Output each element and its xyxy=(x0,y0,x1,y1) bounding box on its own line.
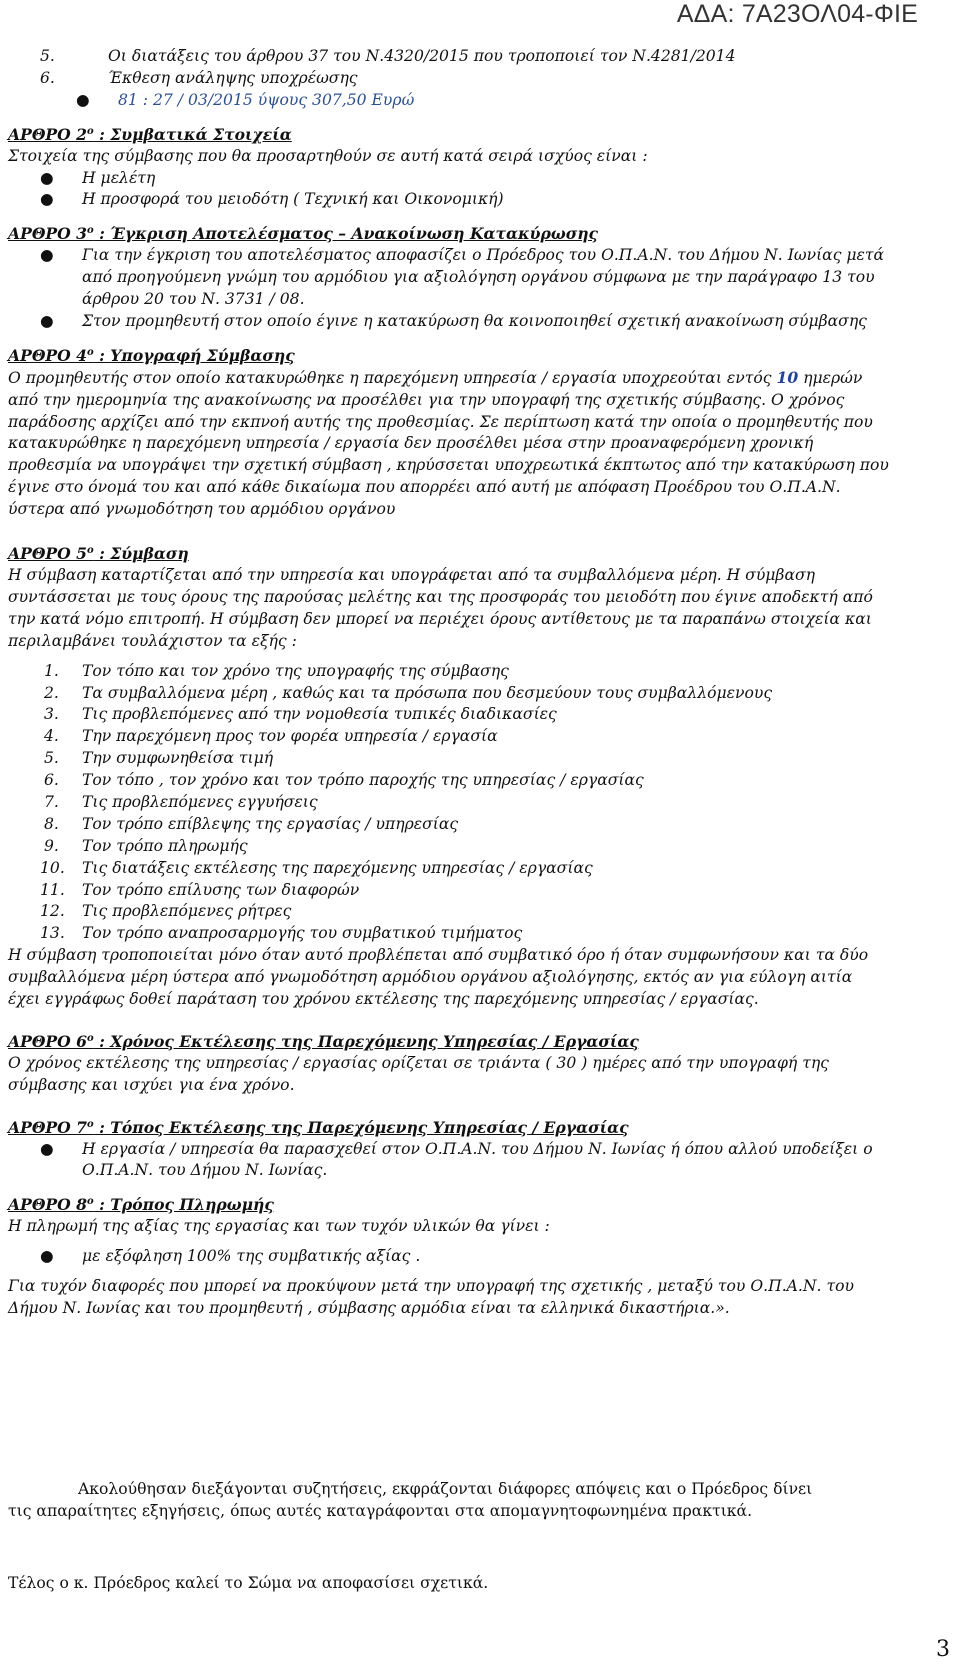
list-item xyxy=(8,770,958,792)
item-number: 3. xyxy=(44,705,59,724)
list-item xyxy=(8,1139,958,1161)
title-sup: ο xyxy=(87,346,94,358)
article-8-intro: Η πληρωμή της αξίας της εργασίας και των τυχόν υλικών θα γίνει : xyxy=(8,1217,550,1236)
article-5-closing-line: Η σύμβαση τροποποιείται μόνο όταν αυτό προβλέπεται από συμβατικό όρο ή όταν συμφωνήσουν και τα δύο xyxy=(8,946,869,965)
list-item xyxy=(8,704,958,726)
title-text: ΑΡΘΡΟ 4 xyxy=(8,345,87,365)
title-text: ΑΡΘΡΟ 8 xyxy=(8,1195,87,1215)
item-number: 11. xyxy=(40,880,65,899)
article-5-closing-line: συμβαλλόμενα μέρη ύστερα από γνωμοδότηση αρμόδιου οργάνου αξιολόγησης, εκτός αν για εύλογη αιτία xyxy=(8,968,853,987)
list-item xyxy=(8,858,958,880)
title-text: ΑΡΘΡΟ 5 xyxy=(8,544,87,564)
item-text: Την παρεχόμενη προς τον φορέα υπηρεσία / εργασία xyxy=(82,727,498,746)
article-5-list xyxy=(8,661,958,946)
list-item xyxy=(8,880,958,902)
commitment-line: 81 : 27 / 03/2015 ύψους 307,50 Ευρώ xyxy=(118,90,415,109)
item-text: Για την έγκριση του αποτελέσματος αποφασίζει ο Πρόεδρος του Ο.Π.Α.Ν. του Δήμου Ν. Ιωνίας μετά xyxy=(82,246,885,265)
title-sup: ο xyxy=(87,1032,94,1044)
article-5-title xyxy=(8,543,958,565)
item-text: από προηγούμενη γνώμη του αρμόδιου για αξιολόγηση οργάνου σύμφωνα με την παράγραφο 13 του xyxy=(82,268,875,287)
item-number: 6. xyxy=(44,771,59,790)
item-text: Τον τρόπο αναπροσαρμογής του συμβατικού τιμήματος xyxy=(82,924,523,943)
article-4-line: ύστερα από γνωμοδότηση του αρμόδιου οργάνου xyxy=(8,500,396,519)
article-2-title xyxy=(8,124,958,146)
article-4-line: προθεσμία να υπογράψει την σχετική σύμβαση , κηρύσσεται υποχρεωτικά έκπτωτος από την κατακύρωση που xyxy=(8,456,889,475)
item-number: 7. xyxy=(44,792,59,811)
item-text: Την συμφωνηθείσα τιμή xyxy=(82,749,274,768)
list-item xyxy=(8,748,958,770)
article-5-line: την κατά νόμο επιτροπή. Η σύμβαση δεν μπορεί να περιέχει όρους αντίθετους με τα παραπάνω στοιχεία και xyxy=(8,609,872,628)
title-text: ΑΡΘΡΟ 6 xyxy=(8,1031,87,1051)
item-text: Έκθεση ανάληψης υποχρέωσης xyxy=(108,68,358,87)
list-item xyxy=(8,814,958,836)
list-item xyxy=(8,726,958,748)
article-5-line: Η σύμβαση καταρτίζεται από την υπηρεσία και υπογράφεται από τα συμβαλλόμενα μέρη. Η σύμβαση xyxy=(8,566,815,584)
article-7-title xyxy=(8,1117,958,1139)
title-sup: ο xyxy=(87,225,94,237)
article-8-title xyxy=(8,1194,958,1216)
item-text: άρθρου 20 του Ν. 3731 / 08. xyxy=(82,290,305,309)
item-number: 6. xyxy=(40,68,55,87)
article-6-title xyxy=(8,1031,958,1053)
list-item xyxy=(8,168,958,190)
item-text: Η μελέτη xyxy=(82,168,156,187)
item-number: 1. xyxy=(44,661,59,680)
article-5-line: συντάσσεται με τους όρους της παρούσας μελέτης και της προσφοράς του μειοδότη που έγινε αποδεκτή από xyxy=(8,587,873,606)
text-run: Ο προμηθευτής στον οποίο κατακυρώθηκε η παρεχόμενη υπηρεσία / εργασία υποχρεούται εντός xyxy=(8,368,777,387)
title-text: : Σύμβαση xyxy=(93,544,189,564)
article-4-line xyxy=(8,367,958,390)
item-text: Τον τρόπο επίβλεψης της εργασίας / υπηρεσίας xyxy=(82,814,459,833)
item-text: Η προσφορά του μειοδότη ( Τεχνική και Οικονομική) xyxy=(82,190,504,209)
title-sup: ο xyxy=(87,1118,94,1130)
bullet-icon: ● xyxy=(76,90,90,109)
article-2-intro: Στοιχεία της σύμβασης που θα προσαρτηθούν σε αυτή κατά σειρά ισχύος είναι : xyxy=(8,146,648,165)
ada-code: ΑΔΑ: 7Α23ΟΛ04-ΦΙΕ xyxy=(676,0,918,28)
article-5-line: περιλαμβάνει τουλάχιστον τα εξής : xyxy=(8,631,297,650)
item-number: 5. xyxy=(44,749,59,768)
item-text: Ο.Π.Α.Ν. του Δήμου Ν. Ιωνίας. xyxy=(82,1161,328,1180)
title-sup: ο xyxy=(87,125,94,137)
title-text: ΑΡΘΡΟ 7 xyxy=(8,1117,87,1137)
item-number: 10. xyxy=(40,858,65,877)
item-text: Τις προβλεπόμενες εγγυήσεις xyxy=(82,792,318,811)
article-6-line: σύμβασης και ισχύει για ένα χρόνο. xyxy=(8,1075,295,1094)
minutes-line: τις απαραίτητες εξηγήσεις, όπως αυτές καταγράφονται στα απομαγνητοφωνημένα πρακτικά. xyxy=(8,1502,753,1520)
list-item xyxy=(8,901,958,923)
article-4-title xyxy=(8,345,958,367)
closing-sentence: Τέλος ο κ. Πρόεδρος καλεί το Σώμα να αποφασίσει σχετικά. xyxy=(8,1574,489,1592)
title-text: ΑΡΘΡΟ 3 xyxy=(8,224,87,244)
item-text: Τον τόπο , τον χρόνο και τον τρόπο παροχής της υπηρεσίας / εργασίας xyxy=(82,771,644,790)
item-number: 4. xyxy=(44,727,59,746)
item-number: 13. xyxy=(40,924,65,943)
document-body xyxy=(8,46,958,1320)
bullet-icon: ● xyxy=(40,1139,54,1158)
title-sup: ο xyxy=(87,544,94,556)
article-3-title xyxy=(8,223,958,245)
article-8-closing-line: Για τυχόν διαφορές που μπορεί να προκύψουν μετά την υπογραφή της σχετικής , μεταξύ του Ο.Π.Α.Ν. του xyxy=(8,1277,854,1296)
item-text: Τις διατάξεις εκτέλεσης της παρεχόμενης υπηρεσίας / εργασίας xyxy=(82,858,593,877)
article-4-line: κατακυρώθηκε η παρεχόμενη υπηρεσία / εργασία δεν προσέλθει μέσα στην προαναφερόμενη χρονική xyxy=(8,434,814,453)
item-text: Η εργασία / υπηρεσία θα παρασχεθεί στον Ο.Π.Α.Ν. του Δήμου Ν. Ιωνίας ή όπου αλλού υποδείξει ο xyxy=(82,1139,873,1158)
minutes-line: Ακολούθησαν διεξάγονται συζητήσεις, εκφράζονται διάφορες απόψεις και ο Πρόεδρος δίνει xyxy=(78,1480,813,1498)
title-text: : Υπογραφή Σύμβασης xyxy=(93,345,295,365)
list-item xyxy=(8,836,958,858)
bullet-icon: ● xyxy=(40,311,54,330)
article-6-line: Ο χρόνος εκτέλεσης της υπηρεσίας / εργασίας ορίζεται σε τριάντα ( 30 ) ημέρες από την υπογραφή της xyxy=(8,1053,829,1072)
bullet-icon: ● xyxy=(40,246,54,265)
list-item xyxy=(8,661,958,683)
item-text: Τον τρόπο επίλυσης των διαφορών xyxy=(82,880,360,899)
item-number: 2. xyxy=(44,683,59,702)
article-4-line: παράδοσης αρχίζει από την εκπνοή αυτής της προθεσμίας. Σε περίπτωση κατά την οποία ο προμηθευτής που xyxy=(8,412,873,431)
title-text: : Χρόνος Εκτέλεσης της Παρεχόμενης Υπηρεσίας / Εργασίας xyxy=(93,1031,639,1051)
days-value: 10 xyxy=(776,367,799,387)
minutes-paragraph xyxy=(8,1478,958,1522)
item-text: Οι διατάξεις του άρθρου 37 του Ν.4320/2015 που τροποποιεί τον Ν.4281/2014 xyxy=(108,47,736,65)
list-item xyxy=(8,90,958,112)
list-item xyxy=(8,1246,958,1268)
title-sup: ο xyxy=(87,1196,94,1208)
item-text: Τον τόπο και τον χρόνο της υπογραφής της σύμβασης xyxy=(82,661,509,680)
item-number: 9. xyxy=(44,836,59,855)
bullet-icon: ● xyxy=(40,168,54,187)
article-4-line: έγινε στο όνομά του και από κάθε δικαίωμα που απορρέει από αυτή με απόφαση Προέδρου του Ο.Π.Α.Ν. xyxy=(8,478,841,497)
bullet-icon: ● xyxy=(40,1247,54,1266)
article-4-line: από την ημερομηνία της ανακοίνωσης να προσέλθει για την υπογραφή της σχετικής σύμβασης. Ο χρόνος xyxy=(8,390,845,409)
list-item xyxy=(8,189,958,211)
item-number: 8. xyxy=(44,814,59,833)
title-text: : Τρόπος Πληρωμής xyxy=(93,1195,274,1215)
title-text: : Συμβατικά Στοιχεία xyxy=(93,124,292,144)
list-item xyxy=(8,792,958,814)
list-item xyxy=(8,311,958,333)
item-text: Τον τρόπο πληρωμής xyxy=(82,836,248,855)
item-text: με εξόφληση 100% της συμβατικής αξίας . xyxy=(82,1247,421,1266)
article-8-closing-line: Δήμου Ν. Ιωνίας και του προμηθευτή , σύμβασης αρμόδια είναι τα ελληνικά δικαστήρια.». xyxy=(8,1298,730,1317)
item-text: Τα συμβαλλόμενα μέρη , καθώς και τα πρόσωπα που δεσμεύουν τους συμβαλλόμενους xyxy=(82,683,773,702)
item-text: Τις προβλεπόμενες από την νομοθεσία τυπικές διαδικασίες xyxy=(82,705,557,724)
list-item xyxy=(8,46,958,68)
item-number: 5. xyxy=(40,47,55,65)
item-number: 12. xyxy=(40,902,65,921)
list-item xyxy=(8,923,958,945)
list-item xyxy=(8,245,958,267)
item-text: Στον προμηθευτή στον οποίο έγινε η κατακύρωση θα κοινοποιηθεί σχετική ανακοίνωση σύμβασης xyxy=(82,311,867,330)
list-item xyxy=(8,68,958,90)
bullet-icon: ● xyxy=(40,190,54,209)
page-number: 3 xyxy=(936,1637,950,1662)
title-text: : Τόπος Εκτέλεσης της Παρεχόμενης Υπηρεσίας / Εργασίας xyxy=(93,1117,629,1137)
title-text: : Έγκριση Αποτελέσματος – Ανακοίνωση Κατακύρωσης xyxy=(93,224,599,244)
item-text: Τις προβλεπόμενες ρήτρες xyxy=(82,902,292,921)
list-item xyxy=(8,683,958,705)
article-5-closing-line: έχει εγγράφως δοθεί παράταση του χρόνου εκτέλεσης της παρεχόμενης υπηρεσίας / εργασίας. xyxy=(8,990,759,1009)
text-run: ημερών xyxy=(798,368,863,387)
title-text: ΑΡΘΡΟ 2 xyxy=(8,124,87,144)
